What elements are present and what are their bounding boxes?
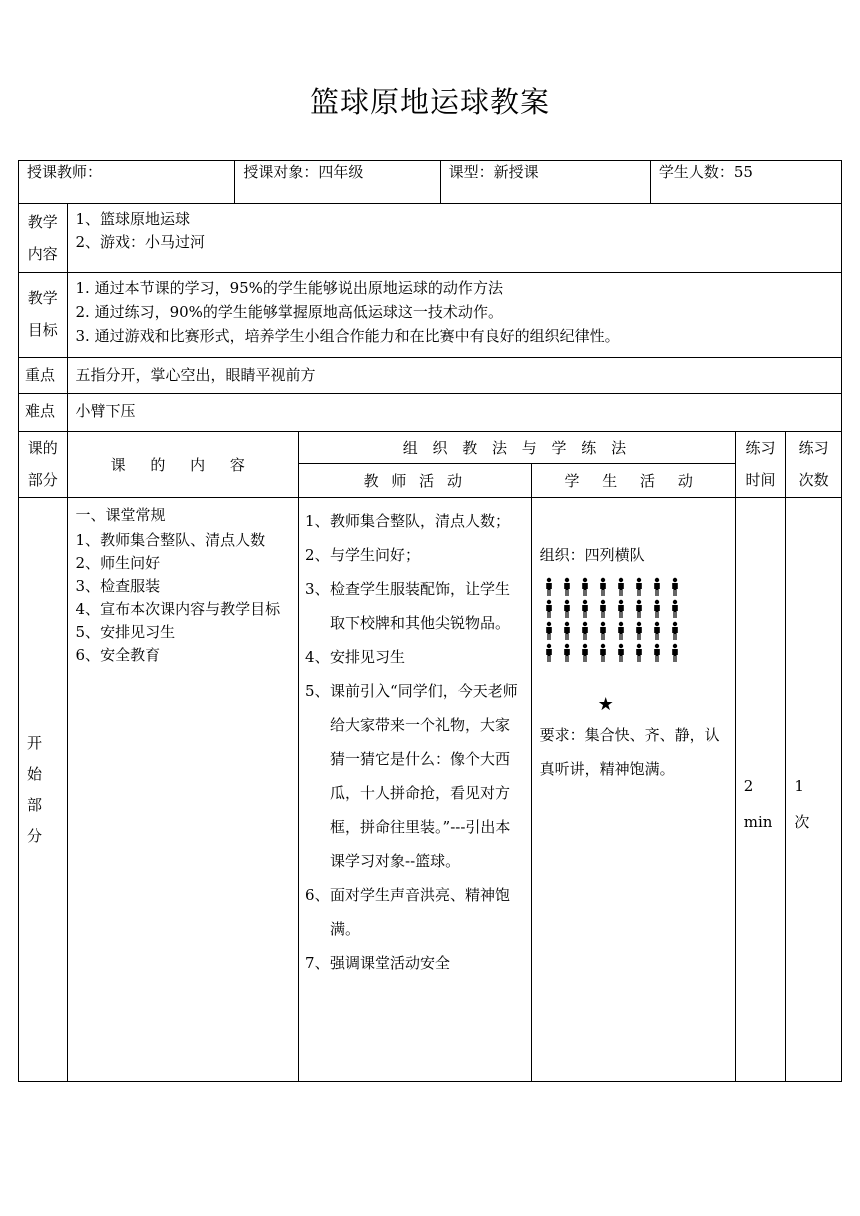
list-item: 3、 检查学生服装配饰，让学生取下校牌和其他尖锐物品。: [305, 580, 511, 632]
teacher-activity-cell: [299, 498, 532, 1082]
goals-row: [19, 273, 842, 358]
person-icon: [576, 599, 594, 619]
person-icon: [558, 599, 576, 619]
goals-label-line1: 教学: [27, 289, 58, 307]
content-row: [19, 204, 842, 273]
formation-row: [540, 576, 729, 598]
content-label: [19, 204, 68, 273]
person-icon: [540, 577, 558, 597]
person-icon: [666, 621, 684, 641]
part-header: [19, 432, 68, 498]
person-icon: [576, 621, 594, 641]
content-list: [76, 529, 293, 667]
person-icon: [666, 643, 684, 663]
person-icon: [612, 577, 630, 597]
person-icon: [594, 621, 612, 641]
list-item: 1、 教师集合整队，清点人数；: [305, 512, 511, 530]
part-header-line2: 部分: [27, 471, 58, 489]
goal-item: 3. 通过游戏和比赛形式，培养学生小组合作能力和在比赛中有良好的组织纪律性。: [75, 327, 620, 345]
person-icon: [648, 621, 666, 641]
table-head-row: [19, 432, 842, 464]
person-icon: [666, 599, 684, 619]
content-label-line1: 教学: [27, 213, 58, 231]
student-activity-header: 学 生 活 动: [531, 464, 735, 498]
person-icon: [612, 621, 630, 641]
practice-time-cell: 2 min: [735, 498, 786, 1082]
list-item: 4、 宣布本次课内容与教学目标: [75, 600, 281, 618]
star-icon: ★: [597, 694, 614, 715]
person-icon: [576, 643, 594, 663]
goal-item: 2. 通过练习，90%的学生能够掌握原地高低运球这一技术动作。: [75, 303, 503, 321]
start-content-cell: [67, 498, 299, 1082]
lesson-plan-table: [18, 160, 842, 1082]
person-icon: [648, 577, 666, 597]
count-header: 练习 次数: [786, 432, 842, 498]
person-icon: [540, 599, 558, 619]
info-row: [19, 161, 842, 204]
student-count-cell: 学生人数：55: [650, 161, 841, 204]
key-point-row: [19, 358, 842, 394]
person-icon: [630, 643, 648, 663]
list-item: 7、 强调课堂活动安全: [305, 954, 451, 972]
formation-row: [540, 598, 729, 620]
list-item: 5、 安排见习生: [75, 623, 176, 641]
teacher-activity-header: 教 师 活 动: [299, 464, 532, 498]
lesson-content-header: 课 的 内 容: [67, 432, 299, 498]
person-icon: [612, 643, 630, 663]
person-icon: [594, 577, 612, 597]
content-label-line2: 内容: [27, 245, 58, 263]
goals-label: [19, 273, 68, 358]
formation-row: [540, 620, 729, 642]
person-icon: [540, 621, 558, 641]
target-cell: 授课对象：四年级: [235, 161, 440, 204]
teacher-activity-list: [305, 504, 525, 980]
person-icon: [630, 599, 648, 619]
person-icon: [576, 577, 594, 597]
person-icon: [594, 599, 612, 619]
person-icon: [648, 599, 666, 619]
goal-item: 1. 通过本节课的学习，95%的学生能够说出原地运球的动作方法: [75, 279, 503, 297]
practice-count-cell: 1 次: [786, 498, 842, 1082]
difficulty-row: [19, 394, 842, 432]
list-item: 2、 与学生问好；: [305, 546, 421, 564]
teacher-cell: 授课教师：: [19, 161, 235, 204]
formation-row: [540, 642, 729, 664]
list-item: 5、 课前引入“同学们，今天老师给大家带来一个礼物，大家猜一猜它是什么：像个大西瓜，十人拼命抢，看见对方框，拼命往里装。”---引出本课学习对象--篮球。: [305, 682, 518, 870]
goals-label-line2: 目标: [27, 321, 58, 339]
difficulty-label: 难点: [19, 394, 68, 432]
goals-items: [67, 273, 841, 358]
formation-diagram: [540, 576, 729, 664]
page-title: 篮球原地运球教案: [309, 85, 550, 119]
person-icon: [558, 577, 576, 597]
person-icon: [666, 577, 684, 597]
key-point-text: 五指分开，掌心空出，眼睛平视前方: [67, 358, 841, 394]
list-item: 4、 安排见习生: [305, 648, 406, 666]
person-icon: [630, 577, 648, 597]
start-section-row: [19, 498, 842, 1082]
methods-header: 组 织 教 法 与 学 练 法: [299, 432, 736, 464]
lesson-type-cell: 课型：新授课: [440, 161, 650, 204]
key-point-label: 重点: [19, 358, 68, 394]
content-items: [67, 204, 841, 273]
student-activity-cell: [531, 498, 735, 1082]
difficulty-text: 小臂下压: [67, 394, 841, 432]
person-icon: [558, 621, 576, 641]
person-icon: [540, 643, 558, 663]
list-item: 3、 检查服装: [75, 577, 161, 595]
time-header: 练习 时间: [735, 432, 786, 498]
person-icon: [648, 643, 666, 663]
content-title: 一、课堂常规: [75, 506, 166, 524]
content-item: 1、篮球原地运球: [75, 210, 191, 228]
person-icon: [558, 643, 576, 663]
person-icon: [594, 643, 612, 663]
student-requirement: 要求：集合快、齐、静，认真听讲，精神饱满。: [539, 726, 720, 778]
part-header-line1: 课的: [27, 439, 58, 457]
list-item: 2、 师生问好: [75, 554, 161, 572]
content-item: 2、游戏：小马过河: [75, 233, 206, 251]
start-part-label: 开 始 部 分: [19, 498, 68, 1082]
person-icon: [630, 621, 648, 641]
list-item: 6、 面对学生声音洪亮、精神饱满。: [305, 886, 511, 938]
list-item: 6、 安全教育: [75, 646, 161, 664]
list-item: 1、 教师集合整队、清点人数: [75, 531, 266, 549]
student-organization: 组织：四列横队: [539, 546, 645, 564]
person-icon: [612, 599, 630, 619]
